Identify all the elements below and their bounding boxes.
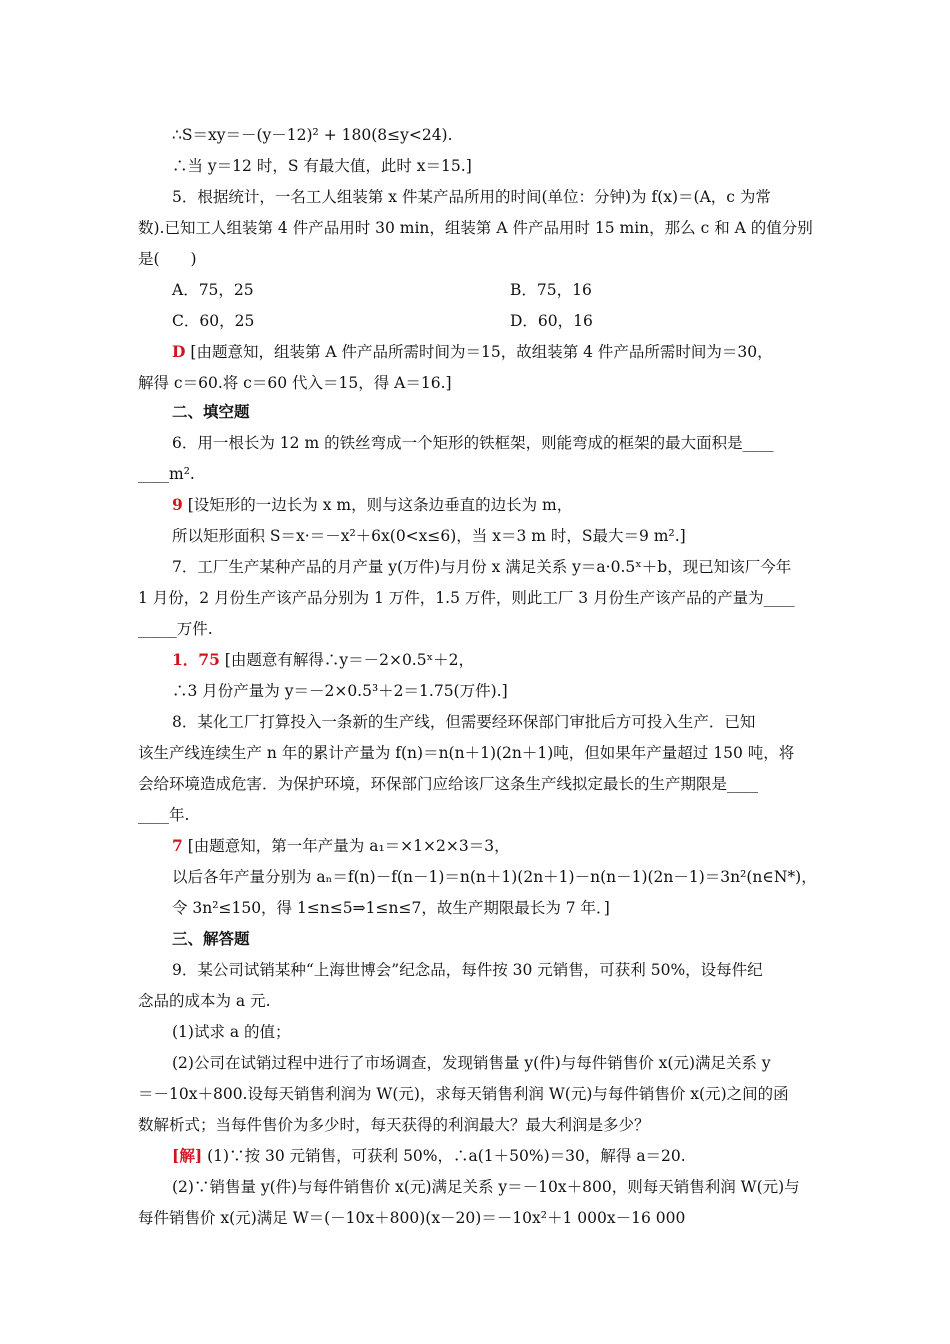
text-line: (1)试求 a 的值； [172, 1023, 291, 1041]
text-line: 念品的成本为 a 元. [138, 992, 271, 1010]
text-line: 会给环境造成危害．为保护环境，环保部门应给该厂这条生产线拟定最长的生产期限是____ [138, 775, 759, 793]
choice-option: A．75，25 [172, 281, 254, 299]
answer-mark: [解] [172, 1146, 203, 1165]
text-line: 1 月份，2 月份生产该产品分别为 1 万件，1.5 万件，则此工厂 3 月份生产该产品的产量为____ [138, 589, 795, 607]
answer-text: 解得 c＝60.将 c＝60 代入＝15，得 A＝16.] [138, 374, 452, 392]
text-line: ____年. [138, 806, 190, 824]
answer-mark: 9 [172, 495, 183, 514]
choice-option: B．75，16 [510, 281, 592, 299]
text-line: 7．工厂生产某种产品的月产量 y(万件)与月份 x 满足关系 y＝a·0.5ˣ＋b，现已知该厂今年 [172, 558, 792, 576]
text-line: 8．某化工厂打算投入一条新的生产线，但需要经环保部门审批后方可投入生产．已知 [172, 713, 756, 731]
text-line: 6．用一根长为 12 m 的铁丝弯成一个矩形的铁框架，则能弯成的框架的最大面积是____ [172, 434, 774, 452]
text-line: (2)公司在试销过程中进行了市场调查，发现销售量 y(件)与每件销售价 x(元)满足关系 y [172, 1054, 771, 1072]
section-heading: 二、填空题 [172, 402, 250, 421]
text-line: ____m². [138, 465, 195, 483]
text-line: 该生产线连续生产 n 年的累计产量为 f(n)＝n(n＋1)(2n＋1)吨，但如果年产量超过 150 吨，将 [138, 744, 795, 762]
text-line: 数).已知工人组装第 4 件产品用时 30 min，组装第 A 件产品用时 15 min，那么 c 和 A 的值分别 [138, 219, 813, 237]
text-line: 9．某公司试销某种“上海世博会”纪念品，每件按 30 元销售，可获利 50%，设每件纪 [172, 961, 763, 979]
answer-mark: 7 [172, 836, 183, 855]
choice-option: C．60，25 [172, 312, 255, 330]
answer-text: [由题意知，组装第 A 件产品所需时间为＝15，故组装第 4 件产品所需时间为＝30， [190, 343, 773, 361]
answer-line [172, 649, 818, 671]
text-line: 数解析式；当每件售价为多少时，每天获得的利润最大？最大利润是多少？ [138, 1116, 650, 1134]
text-line: _____万件. [138, 620, 213, 638]
text-line: ＝－10x＋800.设每天销售利润为 W(元)，求每天销售利润 W(元)与每件销售价 x(元)之间的函 [138, 1085, 789, 1103]
answer-text: [由题意知，第一年产量为 a₁＝×1×2×3＝3， [187, 837, 510, 855]
text-line: ∴当 y＝12 时，S 有最大值，此时 x＝15.] [172, 157, 472, 175]
answer-text: [由题意有解得∴y＝－2×0.5ˣ＋2， [224, 651, 475, 669]
choice-option: D．60，16 [510, 312, 593, 330]
answer-line [172, 1145, 818, 1167]
answer-line [172, 341, 818, 363]
text-line: 令 3n²≤150，得 1≤n≤5⇒1≤n≤7，故生产期限最长为 7 年．] [172, 899, 610, 917]
text-line: 是( ) [138, 250, 197, 268]
answer-line [172, 835, 818, 857]
section-heading: 三、解答题 [172, 929, 250, 948]
text-line: 5．根据统计，一名工人组装第 x 件某产品所用的时间(单位：分钟)为 f(x)＝(A，c 为常 [172, 188, 771, 206]
text-line: 每件销售价 x(元)满足 W＝(－10x＋800)(x－20)＝－10x²＋1 000x－16 000 [138, 1209, 686, 1227]
answer-mark: D [172, 342, 186, 361]
text-line: ∴S＝xy＝－(y－12)² + 180(8≤y<24). [172, 126, 453, 144]
text-line: 所以矩形面积 S＝x·＝－x²＋6x(0<x≤6)，当 x＝3 m 时，S最大＝9 m².] [172, 527, 686, 545]
answer-line [138, 372, 818, 394]
text-line: (2)∵销售量 y(件)与每件销售价 x(元)满足关系 y＝－10x＋800，则每天销售利润 W(元)与 [172, 1178, 800, 1196]
text-line: ∴3 月份产量为 y＝－2×0.5³＋2＝1.75(万件).] [172, 682, 508, 700]
answer-line [172, 494, 818, 516]
answer-text: (1)∵按 30 元销售，可获利 50%，∴a(1＋50%)＝30，解得 a＝20. [207, 1147, 686, 1165]
answer-mark: 1．75 [172, 650, 220, 669]
answer-text: [设矩形的一边长为 x m，则与这条边垂直的边长为 m， [187, 496, 573, 514]
text-line: 以后各年产量分别为 aₙ＝f(n)－f(n－1)＝n(n＋1)(2n＋1)－n(n－1)(2n－1)＝3n²(n∈N*)， [172, 868, 817, 886]
